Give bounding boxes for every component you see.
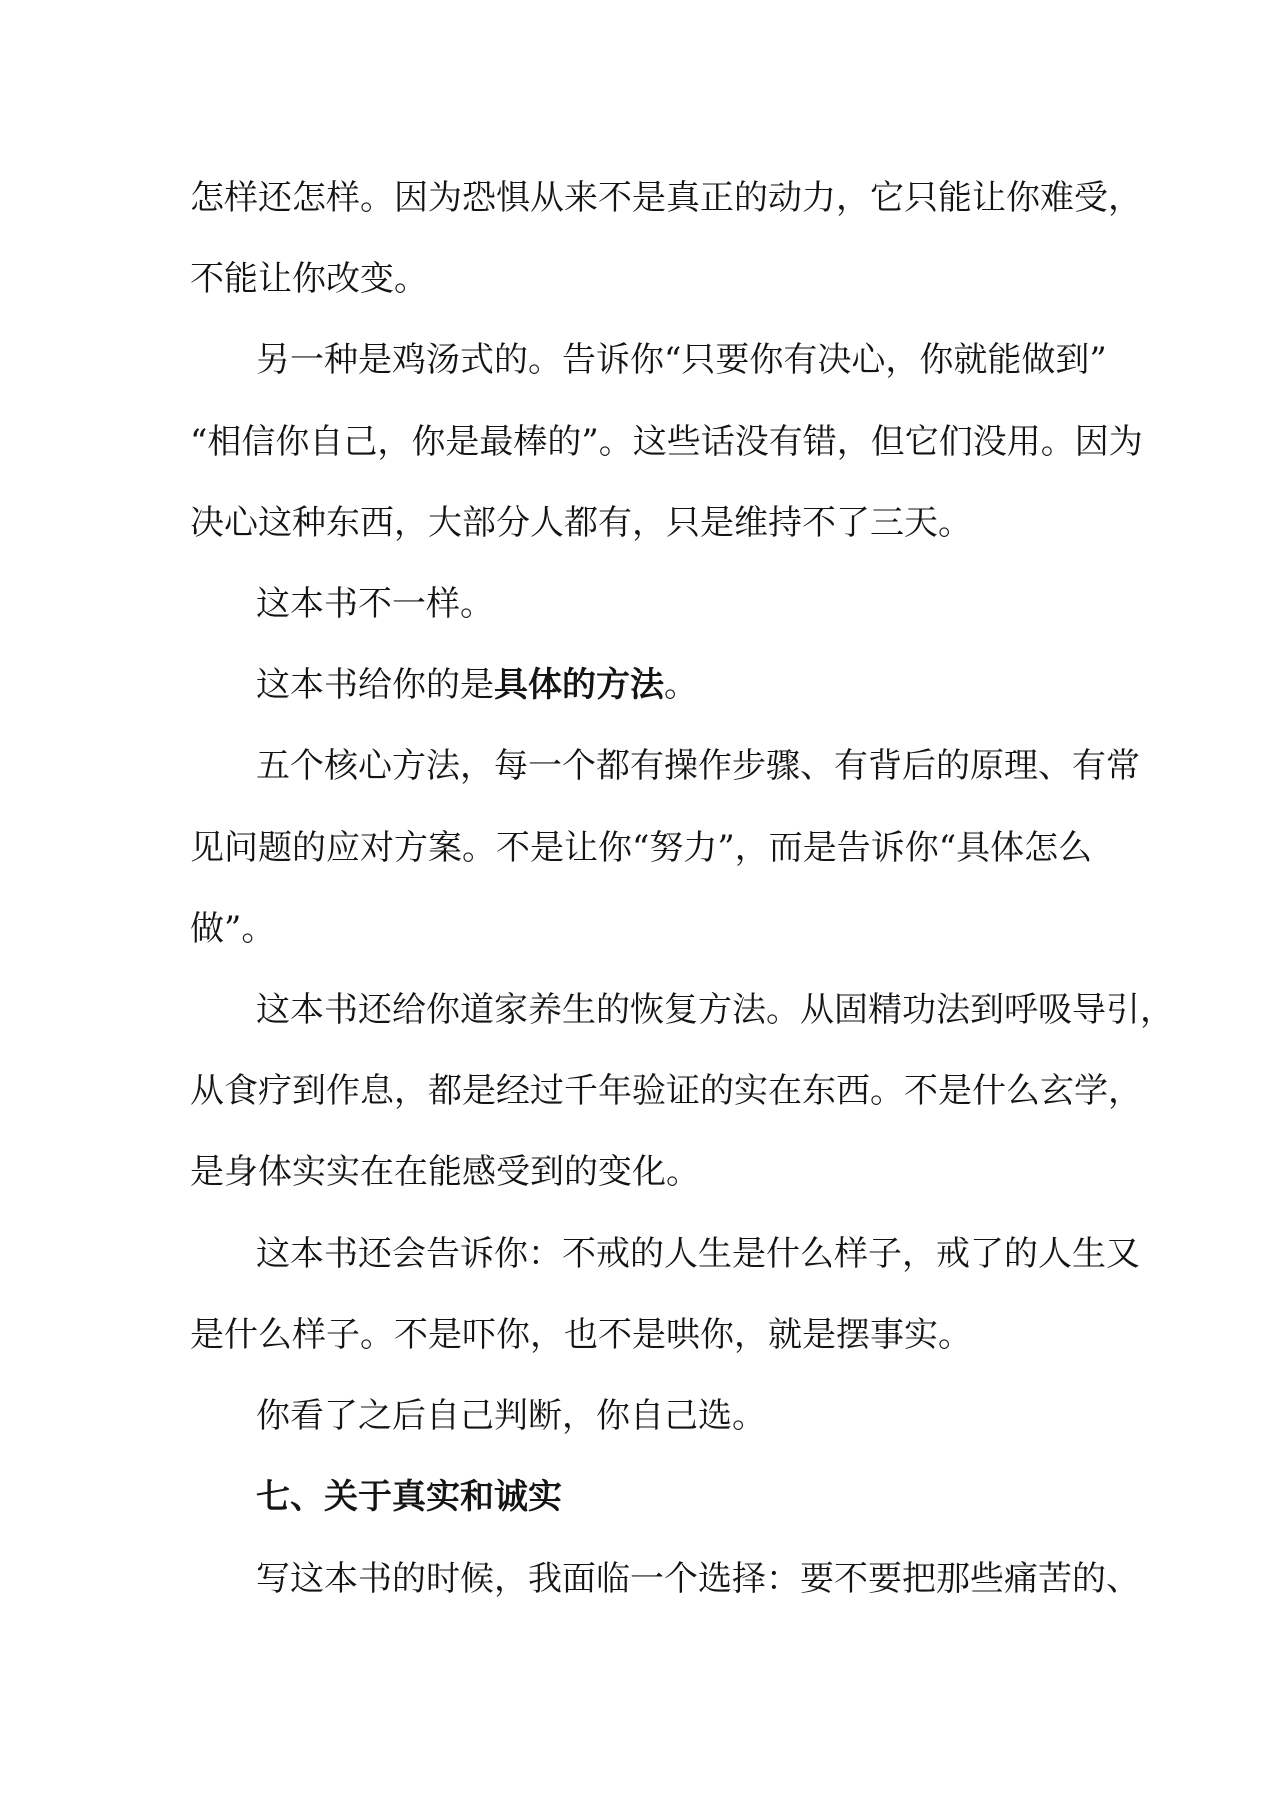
text-line-2: 不能让你改变。 [190,259,428,299]
text-line-5: 决心这种东西，大部分人都有，只是维持不了三天。 [190,503,972,543]
text-line-9: 见问题的应对方案。不是让你“努力”，而是告诉你“具体怎么 [190,828,1093,868]
text-line-3: 另一种是鸡汤式的。告诉你“只要你有决心，你就能做到” [256,340,1107,380]
text-line-8: 五个核心方法，每一个都有操作步骤、有背后的原理、有常 [256,746,1140,786]
text-line-16: 你看了之后自己判断，你自己选。 [256,1396,766,1436]
text-segment: 。 [664,665,698,705]
text-line-4: “相信你自己，你是最棒的”。这些话没有错，但它们没用。因为 [190,422,1143,462]
section-heading: 七、关于真实和诚实 [256,1477,562,1517]
text-line-11: 这本书还给你道家养生的恢复方法。从固精功法到呼吸导引， [256,990,1174,1030]
text-line-13: 是身体实实在在能感受到的变化。 [190,1152,700,1192]
text-line-10: 做”。 [190,909,276,949]
text-line-17: 写这本书的时候，我面临一个选择：要不要把那些痛苦的、 [256,1559,1140,1599]
text-line-12: 从食疗到作息，都是经过千年验证的实在东西。不是什么玄学， [190,1071,1142,1111]
text-line-15: 是什么样子。不是吓你，也不是哄你，就是摆事实。 [190,1315,972,1355]
text-line-1: 怎样还怎样。因为恐惧从来不是真正的动力，它只能让你难受， [190,178,1142,218]
text-line-14: 这本书还会告诉你：不戒的人生是什么样子，戒了的人生又 [256,1234,1140,1274]
text-segment: 这本书给你的是 [256,665,494,705]
bold-phrase: 具体的方法 [494,665,664,705]
text-line-7 [256,665,698,705]
text-line-6: 这本书不一样。 [256,584,494,624]
